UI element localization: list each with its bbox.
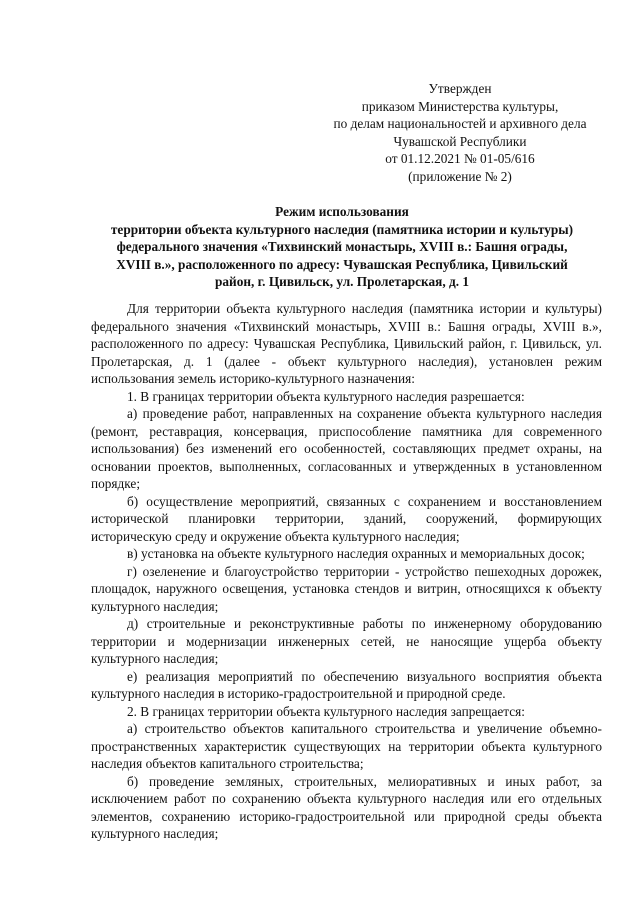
paragraph: Для территории объекта культурного наследия (памятника истории и культуры) федерального значения «Тихвинский монастырь, XVIII в.: Башня ограды, XVIII в.», расположенного по адресу: Чувашская Республика, Цивильский район, г. Цивильск, ул. Пролетарская, д. 1 (далее - объект культурного наследия), установлен режим использования земель историко-культурного назначения: (91, 301, 602, 386)
paragraph: а) строительство объектов капитального строительства и увеличение объемно-пространственных характеристик существующих на территории объекта культурного наследия объектов капитального строительства; (91, 721, 602, 771)
paragraph: в) установка на объекте культурного наследия охранных и мемориальных досок; (127, 546, 585, 561)
title-line: район, г. Цивильск, ул. Пролетарская, д. 1 (214, 274, 469, 289)
document-body (91, 300, 602, 843)
approval-line: приказом Министерства культуры, (361, 98, 559, 114)
approval-line: от 01.12.2021 № 01-05/616 (385, 151, 535, 166)
title-line: территории объекта культурного наследия (памятника истории и культуры) (110, 221, 574, 237)
paragraph: е) реализация мероприятий по обеспечению визуального восприятия объекта культурного наследия в историко-градостроительной и природной среде. (91, 668, 602, 701)
paragraph: а) проведение работ, направленных на сохранение объекта культурного наследия (ремонт, реставрация, консервация, приспособление памятника для современного использования) без изменений его особенностей, составляющих предмет охраны, на основании проектов, выполненных, согласованных и утвержденных в установленном порядке; (91, 406, 602, 491)
approval-block (300, 80, 620, 185)
title-line: Режим использования (275, 204, 409, 219)
approval-line: (приложение № 2) (408, 168, 512, 184)
title-line: федерального значения «Тихвинский монастырь, XVIII в.: Башня ограды, (116, 239, 568, 254)
paragraph: б) проведение земляных, строительных, мелиоративных и иных работ, за исключением работ по сохранению объекта культурного наследия или его отдельных элементов, сохранению историко-градостроительной или природной среды объекта культурного наследия; (91, 773, 602, 841)
paragraph: 1. В границах территории объекта культурного наследия разрешается: (127, 388, 525, 404)
title-line: XVIII в.», расположенного по адресу: Чувашская Республика, Цивильский (116, 256, 568, 272)
approval-line: Утвержден (428, 81, 492, 96)
paragraph: д) строительные и реконструктивные работы по инженерному оборудованию территории и модернизации инженерных сетей, не наносящие ущерба объекту культурного наследия; (91, 616, 602, 666)
document-title (82, 203, 602, 291)
paragraph: г) озеленение и благоустройство территории - устройство пешеходных дорожек, площадок, наружного освещения, установка стендов и витрин, относящихся к объекту культурного наследия; (91, 563, 602, 614)
paragraph: б) осуществление мероприятий, связанных с сохранением и восстановлением исторической планировки территории, зданий, сооружений, формирующих историческую среду и окружение объекта культурного наследия; (91, 493, 602, 544)
paragraph: 2. В границах территории объекта культурного наследия запрещается: (127, 703, 525, 719)
approval-line: Чувашской Республики (393, 133, 527, 149)
approval-line: по делам национальностей и архивного дела (333, 116, 587, 131)
